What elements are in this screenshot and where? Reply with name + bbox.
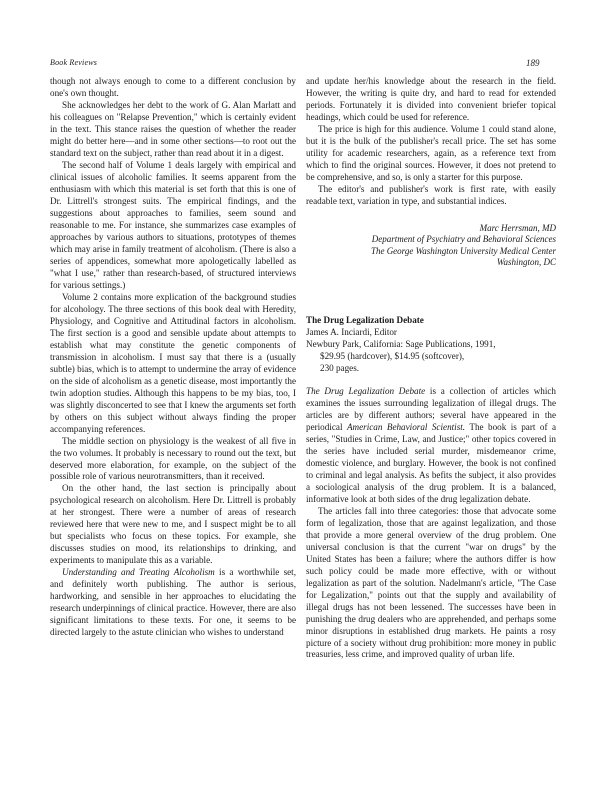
reviewer-department: Department of Psychiatry and Behavioral Sciences [371, 234, 556, 245]
paragraph: On the other hand, the last section is principally about psychological research on alcoholism. Here Dr. Littrell is probably at her strongest. There were a number of areas of research reviewed here that were new to me, and I suspect might be to all but specialists who focus on these topics. For example, she discusses studies on mood, its relationships to drinking, and experiments to manipulate this as a variable. [50, 483, 296, 566]
book-citation [306, 314, 556, 374]
paragraph: The price is high for this audience. Volume 1 could stand alone, but it is the bulk of the publisher's recall price. The set has some utility for academic researchers, again, as a reference text from which to find the original sources. However, it does not pretend to be comprehensive, and so, is only a starter for this purpose. [306, 123, 556, 182]
book-title-reference: Understanding and Treating Alcoholism [62, 567, 215, 578]
text-span: is a collection of articles which examines the issues surrounding legalization of illegal drugs. The articles are by different authors; several have appeared in the periodical [306, 385, 556, 432]
paragraph [306, 386, 556, 506]
reviewer-signature [306, 223, 556, 269]
paragraph: She acknowledges her debt to the work of G. Alan Marlatt and his colleagues on "Relapse Prevention," which is certainly evident in the text. This stance raises the question of whether the reader might do better here—and in some other sections—to root out the standard text on the subject, rather than read about it in a digest. [50, 99, 296, 158]
book-title: The Drug Legalization Debate [306, 314, 424, 325]
book-editor: James A. Inciardi, Editor [306, 326, 397, 337]
text-span: The articles fall into three categories: those that advocate some form of legalization, those that are against legalization, and those that provide a more general overview of the drug problem. One universal conclusion is that the current "war on drugs" by the United States has been a failure; where the authors differ is how such policy could be made more effective, with or without legalization as part of the solution. Nadelmann's article, "The Case for Legalization," points out that the supply and availability of illegal drugs has not been lessened. The successes have been in punishing the drug dealers who are apprehended, and perhaps some minor disruptions in established drug markets. He paints a rosy picture of a society without drug prohibition: more money in public treasuries, less crime, and improved quality of urban life. [306, 505, 556, 660]
paragraph: The second half of Volume 1 deals largely with empirical and clinical issues of alcoholic families. It seems apparent from the enthusiasm with which this material is set forth that this is one of Dr. Littrell's strongest suits. The empirical findings, and the suggestions about approaches to families, seem sound and reasonable to me. For instance, she summarizes case examples of approaches by various authors to situations, prototypes of themes which may arise in family treatment of alcoholism. (There is also a series of appendices, somewhat more apologetically labelled as "what I use," rather than research-based, of structured interviews for various settings.) [50, 159, 296, 290]
reviewer-city: Washington, DC [496, 257, 556, 268]
right-column [306, 76, 556, 661]
left-column [50, 76, 296, 639]
reviewer-name: Marc Herrsman, MD [479, 222, 556, 233]
paragraph: The editor's and publisher's work is first rate, with easily readable text, variation in type, and substantial indices. [306, 183, 556, 206]
paragraph: though not always enough to come to a different conclusion by one's own thought. [50, 76, 296, 98]
paragraph-text: is a worthwhile set, and definitely worth publishing. The author is serious, hardworking, and sensible in her approaches to elucidating the research underpinnings of clinical practice. However, there are also significant limitations to these texts. For one, it seems to be directed largely to the astute clinician who wishes to understand [50, 567, 296, 638]
book-publisher: Newbury Park, California: Sage Publications, 1991, [306, 338, 496, 349]
paragraph [50, 567, 296, 639]
text-span: The Drug Legalization Debate [306, 385, 426, 396]
running-header-section: Book Reviews [50, 58, 98, 67]
book-pages: 230 pages. [320, 362, 360, 373]
book-price: $29.95 (hardcover), $14.95 (softcover), [320, 350, 465, 361]
page-number: 189 [526, 58, 540, 68]
paragraph: and update her/his knowledge about the research in the field. However, the writing is quite dry, and hard to read for extended periods. Fortunately it is divided into convenient briefer topical headings, which could be used for reference. [306, 76, 556, 122]
paragraph: The middle section on physiology is the weakest of all five in the two volumes. It probably is necessary to round out the text, but deserved more elaboration, for example, on the subject of the possible role of various neurotransmitters, than it received. [50, 435, 296, 482]
text-span: American Behavioral Scientist. [346, 421, 466, 432]
paragraph: Volume 2 contains more explication of the background studies for alcohology. The three sections of this book deal with Heredity, Physiology, and Cognitive and Attitudinal factors in alcoholism. The first section is a good and sensible update about attempts to establish what may constitute the genetic components of transmission in alcoholism. I must say that there is a (usually subtle) bias, which is to attempt to undermine the array of evidence on the side of alcoholism as a genetic disease, most importantly the twin adoption studies. Although this happens to be my bias, too, I was slightly disconcerted to see that I knew the arguments set forth by others on this subject without always finding the proper accompanying references. [50, 291, 296, 434]
text-span: The book is part of a series, "Studies in Crime, Law, and Justice;" other topics covered in the series have included serial murder, misdemeanor crime, domestic violence, and burglary. However, the book is not confined to criminal and legal analysis. As befits the subject, it also provides a sociological analysis of the drug problem. It is a balanced, informative look at both sides of the drug legalization debate. [306, 421, 556, 504]
reviewer-institution: The George Washington University Medical Center [370, 245, 556, 256]
paragraph [306, 506, 556, 662]
